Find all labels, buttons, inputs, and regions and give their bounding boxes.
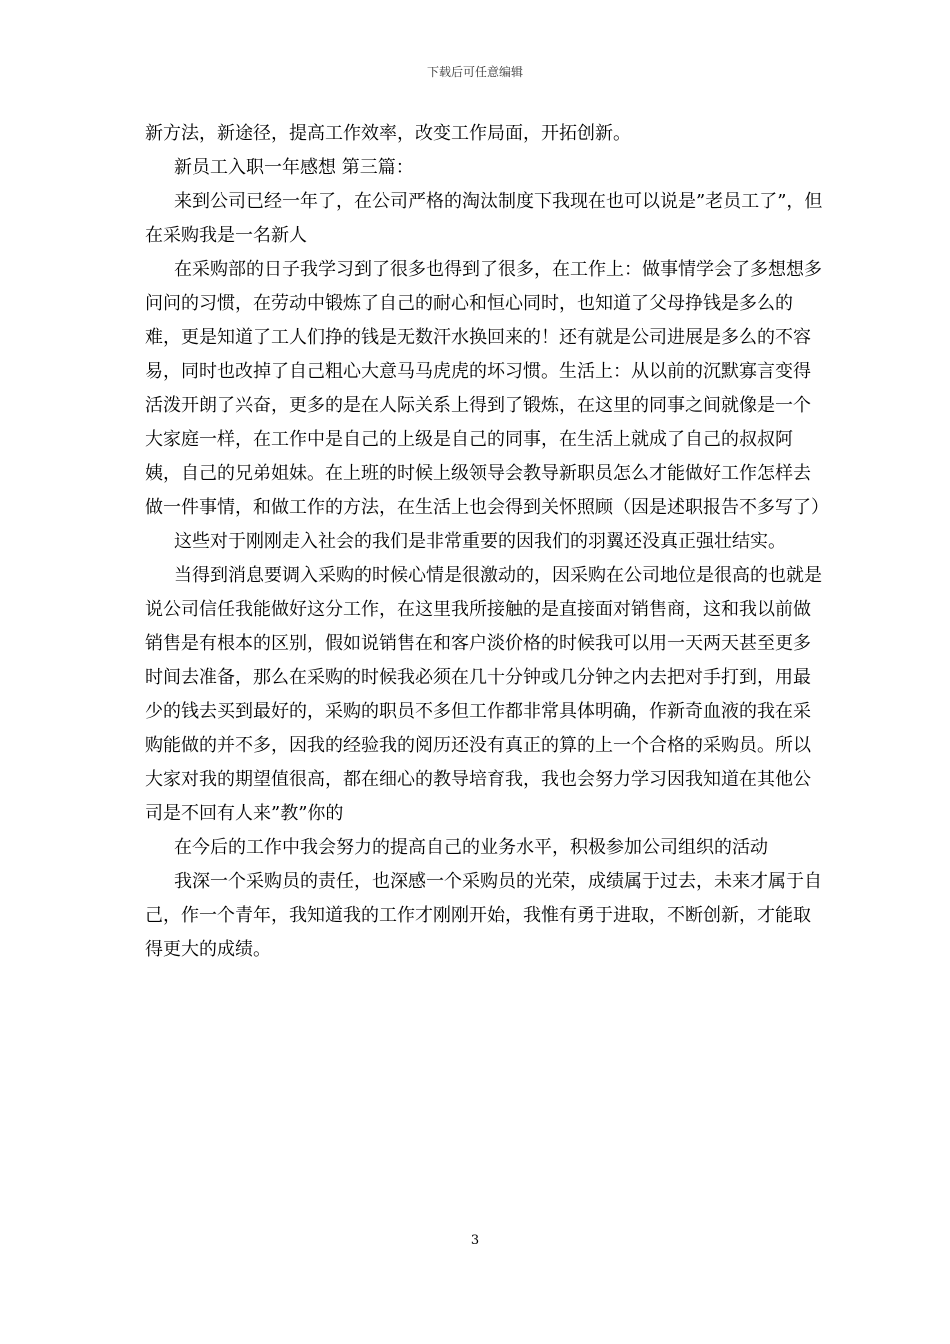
document-body [145, 117, 829, 967]
paragraph: 在采购部的日子我学习到了很多也得到了很多，在工作上：做事情学会了多想想多问问的习惯，在劳动中锻炼了自己的耐心和恒心同时，也知道了父母挣钱是多么的难，更是知道了工人们挣的钱是无数汗水换回来的！还有就是公司进展是多么的不容易，同时也改掉了自己粗心大意马马虎虎的坏习惯。生活上：从以前的沉默寡言变得活泼开朗了兴奋，更多的是在人际关系上得到了锻炼，在这里的同事之间就像是一个大家庭一样，在工作中是自己的上级是自己的同事，在生活上就成了自己的叔叔阿姨，自己的兄弟姐妹。在上班的时候上级领导会教导新职员怎么才能做好工作怎样去做一件事情，和做工作的方法，在生活上也会得到关怀照顾（因是述职报告不多写了） [145, 259, 829, 518]
paragraph: 来到公司已经一年了，在公司严格的淘汰制度下我现在也可以说是”老员工了”，但在采购我是一名新人 [145, 191, 823, 246]
section-heading: 新员工入职一年感想 第三篇： [174, 157, 414, 178]
paragraph: 这些对于刚刚走入社会的我们是非常重要的因我们的羽翼还没真正强壮结实。 [174, 531, 786, 552]
paragraph: 当得到消息要调入采购的时候心情是很激动的，因采购在公司地位是很高的也就是说公司信任我能做好这分工作，在这里我所接触的是直接面对销售商，这和我以前做销售是有根本的区别，假如说销售在和客户淡价格的时候我可以用一天两天甚至更多时间去准备，那么在采购的时候我必须在几十分钟或几分钟之内去把对手打到，用最少的钱去买到最好的，采购的职员不多但工作都非常具体明确，作新奇血液的我在采购能做的并不多，因我的经验我的阅历还没有真正的算的上一个合格的采购员。所以大家对我的期望值很高，都在细心的教导培育我，我也会努力学习因我知道在其他公司是不回有人来”教”你的 [145, 565, 822, 824]
paragraph-continuation: 新方法，新途径，提高工作效率，改变工作局面，开拓创新。 [145, 123, 631, 144]
page-header: 下载后可任意编辑 [426, 65, 523, 79]
page-number: 3 [470, 1233, 480, 1248]
paragraph: 在今后的工作中我会努力的提高自己的业务水平，积极参加公司组织的活动 [174, 837, 768, 858]
paragraph: 我深一个采购员的责任，也深感一个采购员的光荣，成绩属于过去，未来才属于自己，作一个青年，我知道我的工作才刚刚开始，我惟有勇于进取，不断创新，才能取得更大的成绩。 [145, 871, 822, 960]
